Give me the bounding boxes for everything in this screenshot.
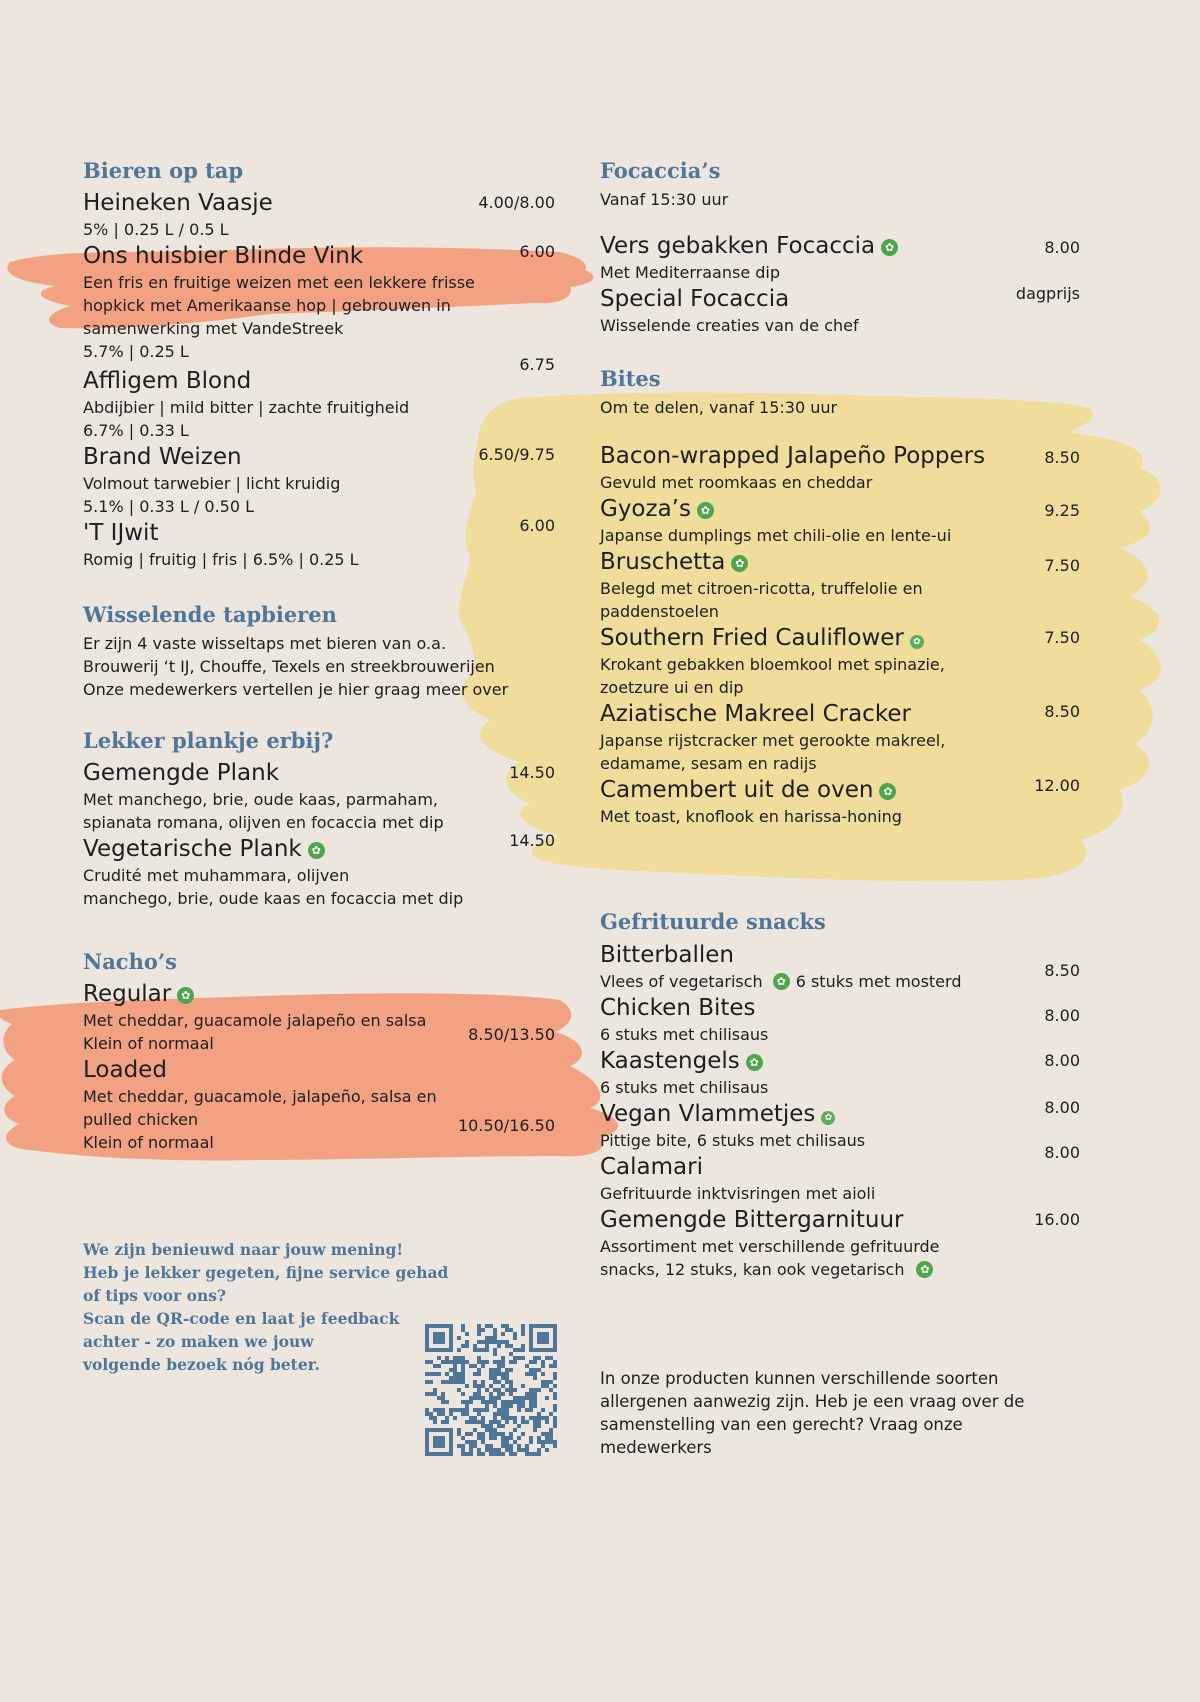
- section-title: Lekker plankje erbij?: [83, 728, 334, 753]
- item-price: 16.00: [1034, 1210, 1080, 1229]
- item-desc: Belegd met citroen-ricotta, truffelolie en paddenstoelen: [600, 579, 923, 621]
- item-name: Aziatische Makreel Cracker: [600, 701, 911, 727]
- leaf-icon: ✿: [879, 783, 896, 800]
- item-price: 4.00/8.00: [478, 193, 555, 212]
- menu-item-special-focaccia: [600, 284, 1080, 337]
- section-plankje: [83, 727, 555, 910]
- item-desc: Met Mediterraanse dip: [600, 263, 781, 282]
- section-title: Nacho’s: [83, 949, 177, 974]
- item-desc: Crudité met muhammara, olijven manchego, brie, oude kaas en focaccia met dip: [83, 866, 464, 908]
- item-desc: Japanse dumplings met chili-olie en lente-ui: [600, 526, 952, 545]
- item-price: 8.50: [1044, 702, 1080, 721]
- allergen-note: In onze producten kunnen verschillende soorten allergenen aanwezig zijn. Heb je een vraag over de samenstelling van een gerecht? Vraag onze medewerkers: [600, 1369, 1025, 1457]
- item-price: 8.00: [1044, 238, 1080, 257]
- item-name: Brand Weizen: [83, 444, 242, 470]
- feedback-line: We zijn benieuwd naar jouw mening!: [83, 1240, 404, 1259]
- section-title: Wisselende tapbieren: [83, 602, 337, 627]
- leaf-icon: ✿: [697, 502, 714, 519]
- item-name: Camembert uit de oven: [600, 777, 874, 803]
- item-price: 14.50: [509, 763, 555, 782]
- menu-item-vegetarische-plank: [83, 831, 555, 910]
- item-price: 8.50: [1044, 448, 1080, 467]
- left-column: [83, 157, 555, 1154]
- item-name: Ons huisbier Blinde Vink: [83, 243, 364, 269]
- menu-item-gyozas: [600, 494, 1080, 547]
- item-name: 'T IJwit: [83, 520, 159, 546]
- leaf-icon: ✿: [308, 842, 325, 859]
- item-price: 8.50/13.50: [468, 1025, 555, 1044]
- item-name-row: [600, 775, 1080, 805]
- item-desc: [600, 970, 1080, 993]
- item-price: 6.00: [519, 242, 555, 261]
- item-desc: Krokant gebakken bloemkool met spinazie, zoetzure ui en dip: [600, 655, 945, 697]
- item-price: 9.25: [1044, 501, 1080, 520]
- item-desc: Met cheddar, guacamole jalapeño en salsa Klein of normaal: [83, 1011, 427, 1053]
- section-title: Bieren op tap: [83, 158, 244, 183]
- section-focaccias: [600, 157, 1080, 337]
- feedback-line: achter - zo maken we jouw: [83, 1332, 314, 1351]
- menu-item-bitterballen: [600, 940, 1080, 993]
- item-name: Regular: [83, 981, 172, 1007]
- item-name: Calamari: [600, 1154, 703, 1180]
- menu-item-calamari: [600, 1143, 1080, 1205]
- item-price: 8.50: [1044, 961, 1080, 980]
- item-price: 12.00: [1034, 776, 1080, 795]
- item-name-row: [600, 494, 1080, 524]
- item-price: 8.00: [1044, 1006, 1080, 1025]
- menu-item-ijwit: [83, 518, 555, 571]
- item-desc: Met cheddar, guacamole, jalapeño, salsa en pulled chicken Klein of normaal: [83, 1087, 437, 1152]
- item-desc: Japanse rijstcracker met gerookte makreel, edamame, sesam en radijs: [600, 731, 946, 773]
- item-price: 7.50: [1044, 628, 1080, 647]
- item-name: Bitterballen: [600, 942, 735, 968]
- item-name-row: [600, 1046, 1080, 1076]
- item-name: Vers gebakken Focaccia: [600, 233, 876, 259]
- item-desc: Gevuld met roomkaas en cheddar: [600, 473, 873, 492]
- feedback-text: [83, 1238, 463, 1376]
- item-price: 10.50/16.50: [458, 1116, 555, 1135]
- leaf-icon: ✿: [881, 239, 898, 256]
- item-desc: Pittige bite, 6 stuks met chilisaus: [600, 1131, 866, 1150]
- feedback-line: Heb je lekker gegeten, fijne service gehad: [83, 1263, 449, 1282]
- item-desc: Abdijbier | mild bitter | zachte fruitigheid 6.7% | 0.33 L: [83, 398, 410, 440]
- menu-item-blinde-vink: [83, 241, 555, 363]
- menu-item-brand-weizen: [83, 442, 555, 518]
- section-bieren-op-tap: [83, 157, 555, 571]
- item-name: Gemengde Bittergarnituur: [600, 1207, 904, 1233]
- item-name: Southern Fried Cauliflower: [600, 625, 904, 651]
- item-desc: 6 stuks met chilisaus: [600, 1078, 769, 1097]
- item-desc: 6 stuks met chilisaus: [600, 1025, 769, 1044]
- leaf-icon: ✿: [916, 1261, 933, 1278]
- menu-item-vers-focaccia: [600, 231, 1080, 284]
- item-desc: Een fris en fruitige weizen met een lekkere frisse hopkick met Amerikaanse hop | gebrouwen in samenwerking met VandeStreek 5.7% | 0.25 L: [83, 273, 475, 361]
- item-name-row: [600, 231, 1080, 261]
- item-desc: [600, 1235, 980, 1281]
- item-desc: Romig | fruitig | fris | 6.5% | 0.25 L: [83, 550, 359, 569]
- item-desc: Gefrituurde inktvisringen met aioli: [600, 1184, 876, 1203]
- item-name: Affligem Blond: [83, 368, 252, 394]
- menu-item-vegan-vlammetjes: [600, 1099, 1080, 1152]
- item-name-row: [600, 623, 1080, 653]
- item-name: Bruschetta: [600, 549, 726, 575]
- item-price: 14.50: [509, 831, 555, 850]
- leaf-icon: ✿: [731, 555, 748, 572]
- section-gefrituurde-snacks: [600, 908, 1080, 1281]
- item-name: Kaastengels: [600, 1048, 740, 1074]
- item-desc: Met toast, knoflook en harissa-honing: [600, 807, 902, 826]
- qr-code[interactable]: [425, 1324, 557, 1456]
- menu-item-nachos-regular: [83, 979, 555, 1055]
- item-price: 6.50/9.75: [478, 445, 555, 464]
- section-subtitle: Om te delen, vanaf 15:30 uur: [600, 398, 838, 417]
- item-price: 6.75: [519, 355, 555, 374]
- vegan-leaf-icon: ✿: [910, 635, 924, 649]
- section-wisselende-tapbieren: [83, 601, 555, 701]
- item-price: 8.00: [1044, 1051, 1080, 1070]
- item-name-row: [600, 547, 1080, 577]
- menu-item-gemengde-plank: [83, 758, 555, 834]
- item-name-row: [600, 1099, 1080, 1129]
- item-desc: Met manchego, brie, oude kaas, parmaham, spianata romana, olijven en focaccia met dip: [83, 790, 444, 832]
- menu-item-nachos-loaded: [83, 1055, 555, 1154]
- vegan-leaf-icon: ✿: [821, 1111, 835, 1125]
- section-title: Bites: [600, 366, 661, 391]
- item-name: Gemengde Plank: [83, 760, 280, 786]
- menu-item-jalapeno-poppers: [600, 441, 1080, 494]
- section-bites: [600, 365, 1080, 828]
- section-text: Er zijn 4 vaste wisseltaps met bieren van o.a. Brouwerij ‘t IJ, Chouffe, Texels en streekbrouwerijen Onze medewerkers vertellen je hier graag meer over: [83, 634, 509, 699]
- menu-item-cauliflower: [600, 623, 1080, 699]
- item-price: dagprijs: [1015, 284, 1080, 303]
- feedback-line: volgende bezoek nóg beter.: [83, 1355, 320, 1374]
- item-price: 6.00: [519, 516, 555, 535]
- item-desc: 5% | 0.25 L / 0.5 L: [83, 220, 229, 239]
- item-name: Special Focaccia: [600, 286, 790, 312]
- section-nachos: [83, 948, 555, 1154]
- item-price: 8.00: [1044, 1143, 1080, 1162]
- menu-item-camembert: [600, 775, 1080, 828]
- item-name: Gyoza’s: [600, 496, 691, 522]
- menu-item-makreel-cracker: [600, 699, 1080, 775]
- feedback-line: Scan de QR-code en laat je feedback: [83, 1309, 400, 1328]
- section-subtitle: Vanaf 15:30 uur: [600, 190, 729, 209]
- leaf-icon: ✿: [177, 987, 194, 1004]
- item-price: 8.00: [1044, 1098, 1080, 1117]
- item-desc: Volmout tarwebier | licht kruidig 5.1% | 0.33 L / 0.50 L: [83, 474, 341, 516]
- menu-item-affligem: [83, 355, 555, 442]
- item-name: Vegetarische Plank: [83, 836, 302, 862]
- menu-item-heineken: [83, 188, 555, 241]
- menu-item-bruschetta: [600, 547, 1080, 623]
- item-desc-part: 6 stuks met mosterd: [795, 972, 962, 991]
- menu-item-chicken-bites: [600, 993, 1080, 1046]
- item-desc-text: Assortiment met verschillende gefrituurde snacks, 12 stuks, kan ook vegetarisch: [600, 1237, 940, 1279]
- item-desc: Wisselende creaties van de chef: [600, 316, 859, 335]
- item-name: Vegan Vlammetjes: [600, 1101, 816, 1127]
- item-name: Bacon-wrapped Jalapeño Poppers: [600, 443, 986, 469]
- leaf-icon: ✿: [746, 1054, 763, 1071]
- item-name: Loaded: [83, 1057, 167, 1083]
- section-title: Focaccia’s: [600, 158, 721, 183]
- menu-item-bittergarnituur: [600, 1205, 1080, 1281]
- leaf-icon: ✿: [773, 973, 790, 990]
- feedback-line: of tips voor ons?: [83, 1286, 227, 1305]
- menu-item-kaastengels: [600, 1046, 1080, 1099]
- item-name-row: [83, 834, 555, 864]
- item-price: 7.50: [1044, 556, 1080, 575]
- item-name: Heineken Vaasje: [83, 190, 273, 216]
- item-name: Chicken Bites: [600, 995, 756, 1021]
- item-desc-part: Vlees of vegetarisch: [600, 972, 763, 991]
- section-title: Gefrituurde snacks: [600, 909, 826, 934]
- right-column: [600, 157, 1080, 1281]
- item-name-row: [83, 979, 555, 1009]
